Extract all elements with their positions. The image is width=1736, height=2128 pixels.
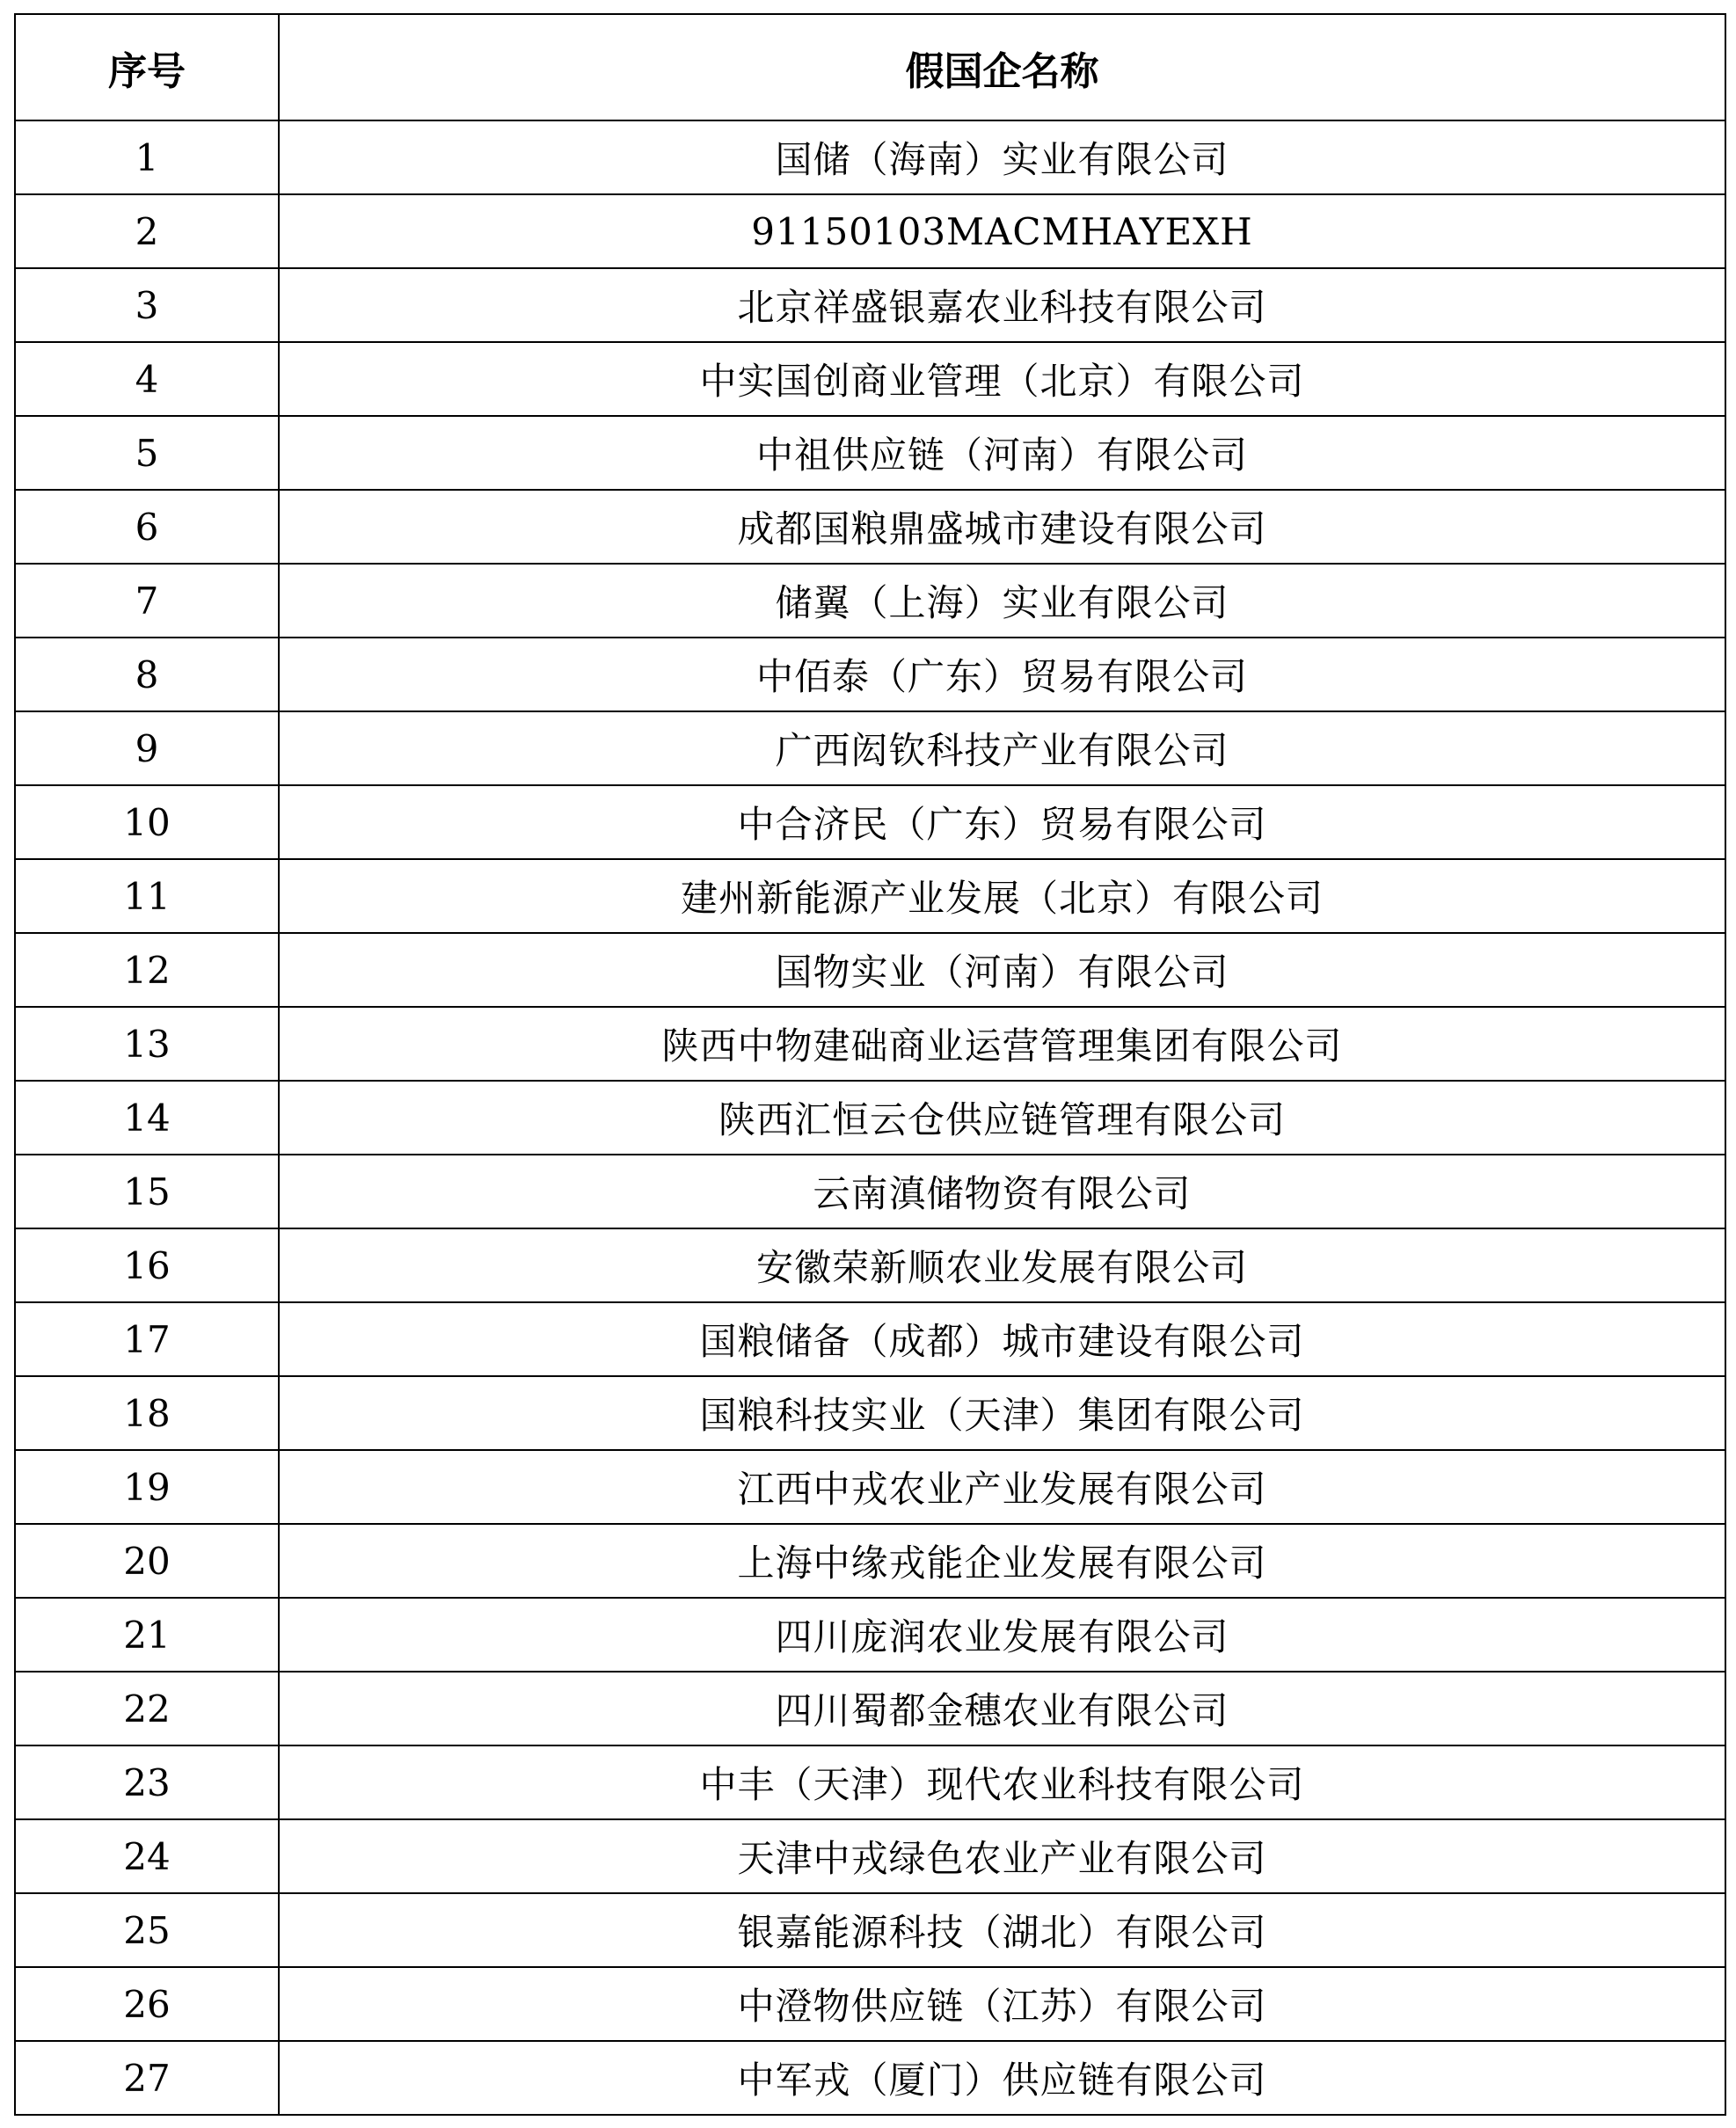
row-number: 20	[15, 1524, 279, 1598]
table-row	[15, 1672, 1725, 1745]
company-name: 国物实业（河南）有限公司	[279, 933, 1725, 1007]
table-body	[15, 120, 1725, 2115]
row-number: 22	[15, 1672, 279, 1745]
company-name: 上海中缘戎能企业发展有限公司	[279, 1524, 1725, 1598]
table-header	[15, 14, 1725, 120]
row-number: 11	[15, 859, 279, 933]
company-name: 江西中戎农业产业发展有限公司	[279, 1450, 1725, 1524]
table-row	[15, 120, 1725, 194]
header-number: 序号	[15, 14, 279, 120]
row-number: 26	[15, 1967, 279, 2041]
company-name: 广西闳钦科技产业有限公司	[279, 711, 1725, 785]
table-row	[15, 1819, 1725, 1893]
table-row	[15, 1007, 1725, 1081]
company-name: 四川庞润农业发展有限公司	[279, 1598, 1725, 1672]
row-number: 4	[15, 342, 279, 416]
row-number: 7	[15, 564, 279, 638]
company-name: 中佰泰（广东）贸易有限公司	[279, 638, 1725, 711]
table-row	[15, 1524, 1725, 1598]
company-name: 成都国粮鼎盛城市建设有限公司	[279, 490, 1725, 564]
company-name: 中祖供应链（河南）有限公司	[279, 416, 1725, 490]
row-number: 10	[15, 785, 279, 859]
table-row	[15, 638, 1725, 711]
company-name: 储翼（上海）实业有限公司	[279, 564, 1725, 638]
row-number: 25	[15, 1893, 279, 1967]
company-name: 北京祥盛银嘉农业科技有限公司	[279, 268, 1725, 342]
row-number: 17	[15, 1302, 279, 1376]
row-number: 12	[15, 933, 279, 1007]
table-row	[15, 711, 1725, 785]
row-number: 23	[15, 1745, 279, 1819]
row-number: 1	[15, 120, 279, 194]
row-number: 9	[15, 711, 279, 785]
table-row	[15, 1745, 1725, 1819]
company-name: 四川蜀都金穗农业有限公司	[279, 1672, 1725, 1745]
company-name: 国储（海南）实业有限公司	[279, 120, 1725, 194]
table-row	[15, 1893, 1725, 1967]
table-row	[15, 268, 1725, 342]
company-name: 陕西汇恒云仓供应链管理有限公司	[279, 1081, 1725, 1155]
table-row	[15, 1450, 1725, 1524]
company-name: 国粮科技实业（天津）集团有限公司	[279, 1376, 1725, 1450]
table-row	[15, 933, 1725, 1007]
row-number: 2	[15, 194, 279, 268]
table-row	[15, 1376, 1725, 1450]
table-row	[15, 1155, 1725, 1228]
company-name: 中澄物供应链（江苏）有限公司	[279, 1967, 1725, 2041]
row-number: 24	[15, 1819, 279, 1893]
header-row	[15, 14, 1725, 120]
company-name: 中合济民（广东）贸易有限公司	[279, 785, 1725, 859]
table-row	[15, 1598, 1725, 1672]
company-name: 建州新能源产业发展（北京）有限公司	[279, 859, 1725, 933]
company-name: 云南滇储物资有限公司	[279, 1155, 1725, 1228]
table-row	[15, 1228, 1725, 1302]
row-number: 18	[15, 1376, 279, 1450]
table-row	[15, 785, 1725, 859]
row-number: 6	[15, 490, 279, 564]
company-name: 中军戎（厦门）供应链有限公司	[279, 2041, 1725, 2115]
company-name: 银嘉能源科技（湖北）有限公司	[279, 1893, 1725, 1967]
row-number: 15	[15, 1155, 279, 1228]
fake-soe-table	[14, 13, 1726, 2116]
row-number: 27	[15, 2041, 279, 2115]
row-number: 16	[15, 1228, 279, 1302]
row-number: 3	[15, 268, 279, 342]
table-row	[15, 416, 1725, 490]
company-name: 安徽荣新顺农业发展有限公司	[279, 1228, 1725, 1302]
row-number: 14	[15, 1081, 279, 1155]
table-row	[15, 194, 1725, 268]
table-row	[15, 342, 1725, 416]
table-row	[15, 2041, 1725, 2115]
company-name: 中丰（天津）现代农业科技有限公司	[279, 1745, 1725, 1819]
company-name: 陕西中物建础商业运营管理集团有限公司	[279, 1007, 1725, 1081]
table-row	[15, 1081, 1725, 1155]
company-name: 天津中戎绿色农业产业有限公司	[279, 1819, 1725, 1893]
table-row	[15, 564, 1725, 638]
table-row	[15, 859, 1725, 933]
table-row	[15, 490, 1725, 564]
company-name: 国粮储备（成都）城市建设有限公司	[279, 1302, 1725, 1376]
row-number: 21	[15, 1598, 279, 1672]
row-number: 8	[15, 638, 279, 711]
table-row	[15, 1302, 1725, 1376]
row-number: 13	[15, 1007, 279, 1081]
company-name: 中实国创商业管理（北京）有限公司	[279, 342, 1725, 416]
table-row	[15, 1967, 1725, 2041]
row-number: 19	[15, 1450, 279, 1524]
row-number: 5	[15, 416, 279, 490]
company-name: 91150103MACMHAYEXH	[279, 194, 1725, 268]
header-company-name: 假国企名称	[279, 14, 1725, 120]
